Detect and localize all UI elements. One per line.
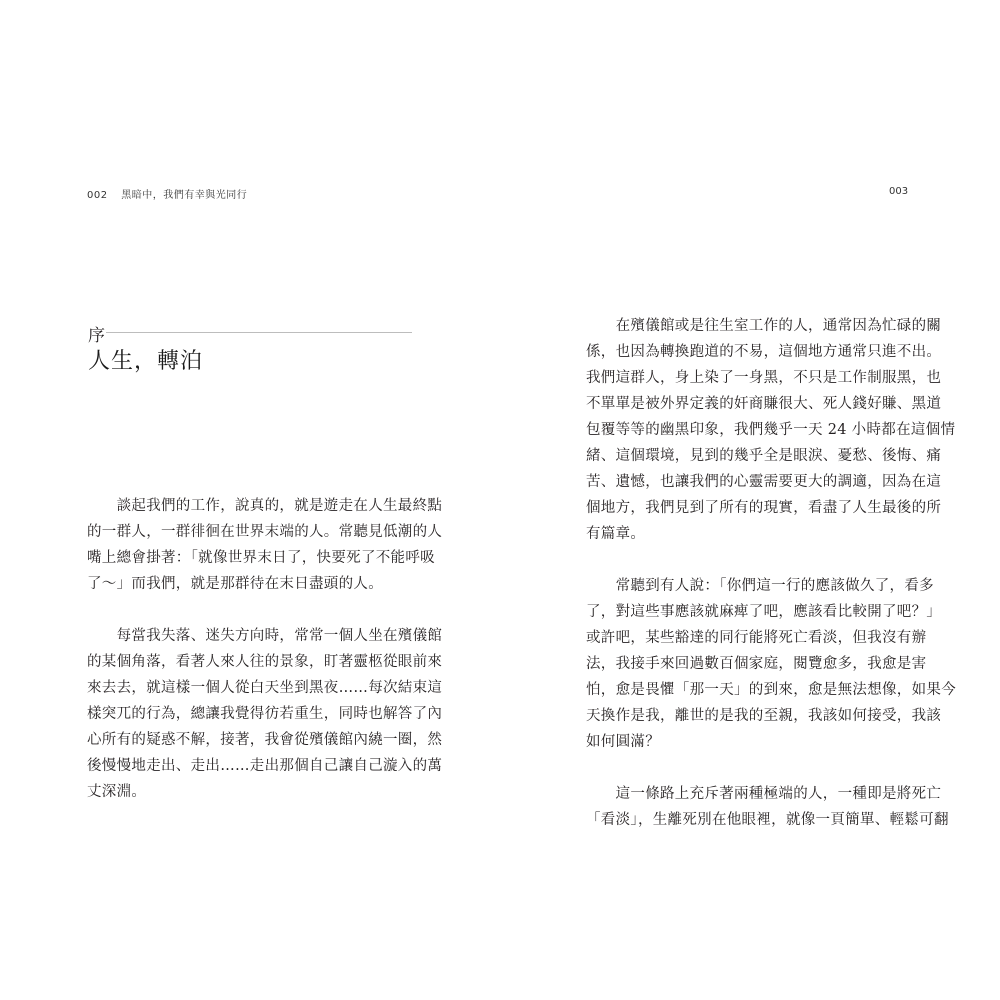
text-line: 每當我失落、迷失方向時，常常一個人坐在殯儀館 xyxy=(87,628,443,644)
text-line: 我們這群人，身上染了一身黑，不只是工作制服黑，也 xyxy=(586,370,942,386)
page-number-left: 002 xyxy=(87,190,108,201)
text-line: 來去去，就這樣一個人從白天坐到黑夜……每次結束這 xyxy=(87,680,443,696)
text-line: 樣突兀的行為，總讓我覺得彷若重生，同時也解答了內 xyxy=(87,706,443,722)
text-line: 包覆等等的幽黑印象，我們幾乎一天 24 小時都在這個情 xyxy=(586,422,956,438)
text-line: 或許吧，某些豁達的同行能將死亡看淡，但我沒有辦 xyxy=(586,630,927,646)
running-header-left xyxy=(87,186,247,201)
text-line: 談起我們的工作，說真的，就是遊走在人生最終點 xyxy=(87,498,443,514)
section-label: 序 xyxy=(88,326,105,346)
running-title: 黑暗中，我們有幸與光同行 xyxy=(121,190,248,201)
paragraph xyxy=(586,573,956,755)
text-line: 「看淡」，生離死別在他眼裡，就像一頁簡單、輕鬆可翻 xyxy=(586,812,949,828)
text-line: 心所有的疑惑不解，接著，我會從殯儀館內繞一圈，然 xyxy=(87,732,443,748)
paragraph xyxy=(87,493,443,597)
text-line: 苦、遺憾，也讓我們的心靈需要更大的調適，因為在這 xyxy=(586,474,942,490)
text-line: 的某個角落，看著人來人往的景象，盯著靈柩從眼前來 xyxy=(87,654,443,670)
text-line: 後慢慢地走出、走出……走出那個自己讓自己漩入的萬 xyxy=(87,758,443,774)
page-number-right: 003 xyxy=(889,186,909,197)
text-line: 如何圓滿？ xyxy=(586,734,660,750)
paragraph xyxy=(586,781,949,833)
chapter-title: 人生，轉泊 xyxy=(88,349,204,374)
text-line: 不單單是被外界定義的奸商賺很大、死人錢好賺、黑道 xyxy=(586,396,942,412)
paragraph xyxy=(586,313,956,547)
text-line: 個地方，我們見到了所有的現實，看盡了人生最後的所 xyxy=(586,500,942,516)
text-line: 了，對這些事應該就麻痺了吧，應該看比較開了吧？」 xyxy=(586,604,942,620)
text-line: 係，也因為轉換跑道的不易，這個地方通常只進不出。 xyxy=(586,344,942,360)
text-line: 法，我接手來回過數百個家庭，閱覽愈多，我愈是害 xyxy=(586,656,927,672)
text-line: 嘴上總會掛著：「就像世界末日了，快要死了不能呼吸 xyxy=(87,550,435,566)
text-line: 在殯儀館或是往生室工作的人，通常因為忙碌的關 xyxy=(586,318,942,334)
text-line: 常聽到有人說：「你們這一行的應該做久了，看多 xyxy=(586,578,934,594)
text-line: 丈深淵。 xyxy=(87,784,147,800)
text-line: 怕，愈是畏懼「那一天」的到來，愈是無法想像，如果今 xyxy=(586,682,956,698)
right-page-body xyxy=(586,313,956,859)
text-line: 緒、這個環境，見到的幾乎全是眼淚、憂愁、後悔、痛 xyxy=(586,448,942,464)
text-line: 了～」而我們，就是那群待在末日盡頭的人。 xyxy=(87,576,383,592)
paragraph xyxy=(87,623,443,805)
left-page-body xyxy=(87,493,443,831)
section-divider xyxy=(106,332,412,333)
text-line: 這一條路上充斥著兩種極端的人，一種即是將死亡 xyxy=(586,786,942,802)
text-line: 天換作是我，離世的是我的至親，我該如何接受，我該 xyxy=(586,708,942,724)
text-line: 有篇章。 xyxy=(586,526,646,542)
text-line: 的一群人，一群徘徊在世界末端的人。常聽見低潮的人 xyxy=(87,524,443,540)
